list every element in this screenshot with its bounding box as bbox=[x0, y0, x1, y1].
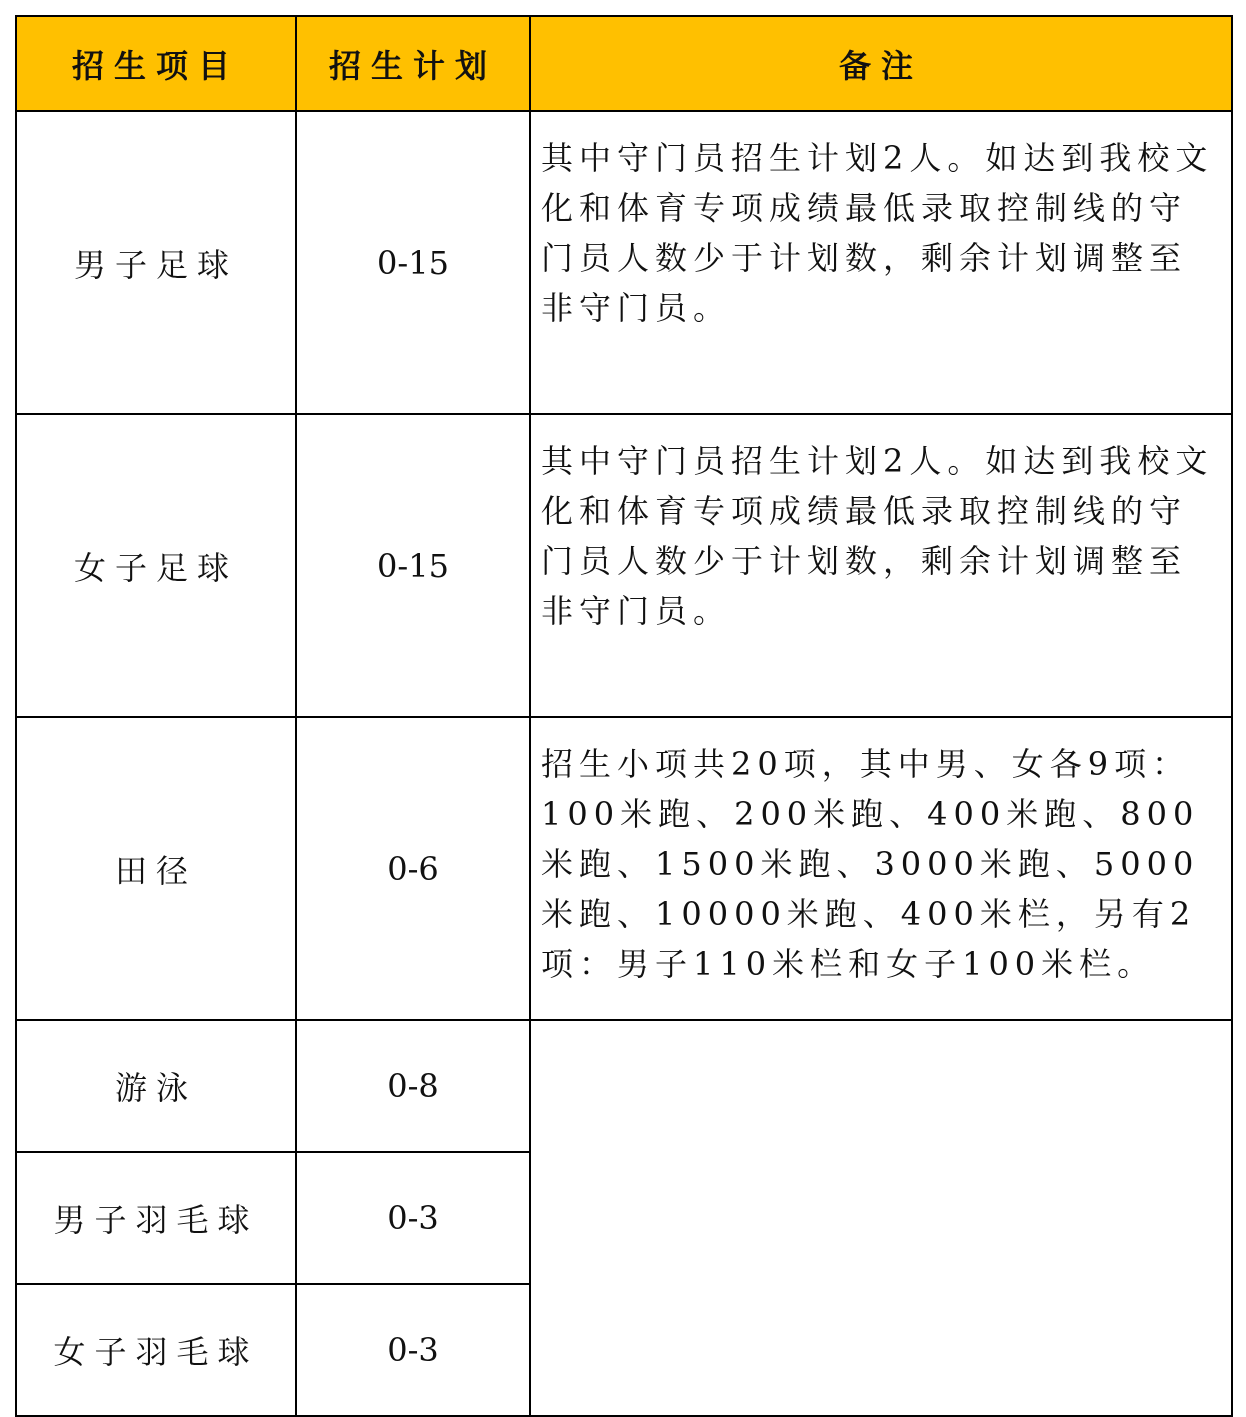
header-row bbox=[16, 16, 1232, 111]
note-cell: 招生小项共20项，其中男、女各9项：100米跑、200米跑、400米跑、800米跑、1500米跑、3000米跑、5000米跑、10000米跑、400米栏，另有2项：男子110米栏和女子100米栏。 bbox=[530, 717, 1232, 1020]
header-note: 备注 bbox=[530, 16, 1232, 111]
header-plan: 招生计划 bbox=[296, 16, 530, 111]
table-row bbox=[16, 1020, 1232, 1152]
item-cell: 女子羽毛球 bbox=[16, 1284, 296, 1416]
note-cell-merged bbox=[530, 1020, 1232, 1416]
enrollment-table bbox=[15, 15, 1233, 1417]
plan-cell: 0-6 bbox=[296, 717, 530, 1020]
item-cell: 女子足球 bbox=[16, 414, 296, 717]
plan-cell: 0-8 bbox=[296, 1020, 530, 1152]
plan-cell: 0-3 bbox=[296, 1284, 530, 1416]
item-cell: 游泳 bbox=[16, 1020, 296, 1152]
plan-cell: 0-3 bbox=[296, 1152, 530, 1284]
item-cell: 男子足球 bbox=[16, 111, 296, 414]
item-cell: 田径 bbox=[16, 717, 296, 1020]
table-row bbox=[16, 414, 1232, 717]
note-cell: 其中守门员招生计划2人。如达到我校文化和体育专项成绩最低录取控制线的守门员人数少于计划数，剩余计划调整至非守门员。 bbox=[530, 111, 1232, 414]
plan-cell: 0-15 bbox=[296, 111, 530, 414]
item-cell: 男子羽毛球 bbox=[16, 1152, 296, 1284]
plan-cell: 0-15 bbox=[296, 414, 530, 717]
header-item: 招生项目 bbox=[16, 16, 296, 111]
table-row bbox=[16, 717, 1232, 1020]
note-cell: 其中守门员招生计划2人。如达到我校文化和体育专项成绩最低录取控制线的守门员人数少于计划数，剩余计划调整至非守门员。 bbox=[530, 414, 1232, 717]
table-row bbox=[16, 111, 1232, 414]
